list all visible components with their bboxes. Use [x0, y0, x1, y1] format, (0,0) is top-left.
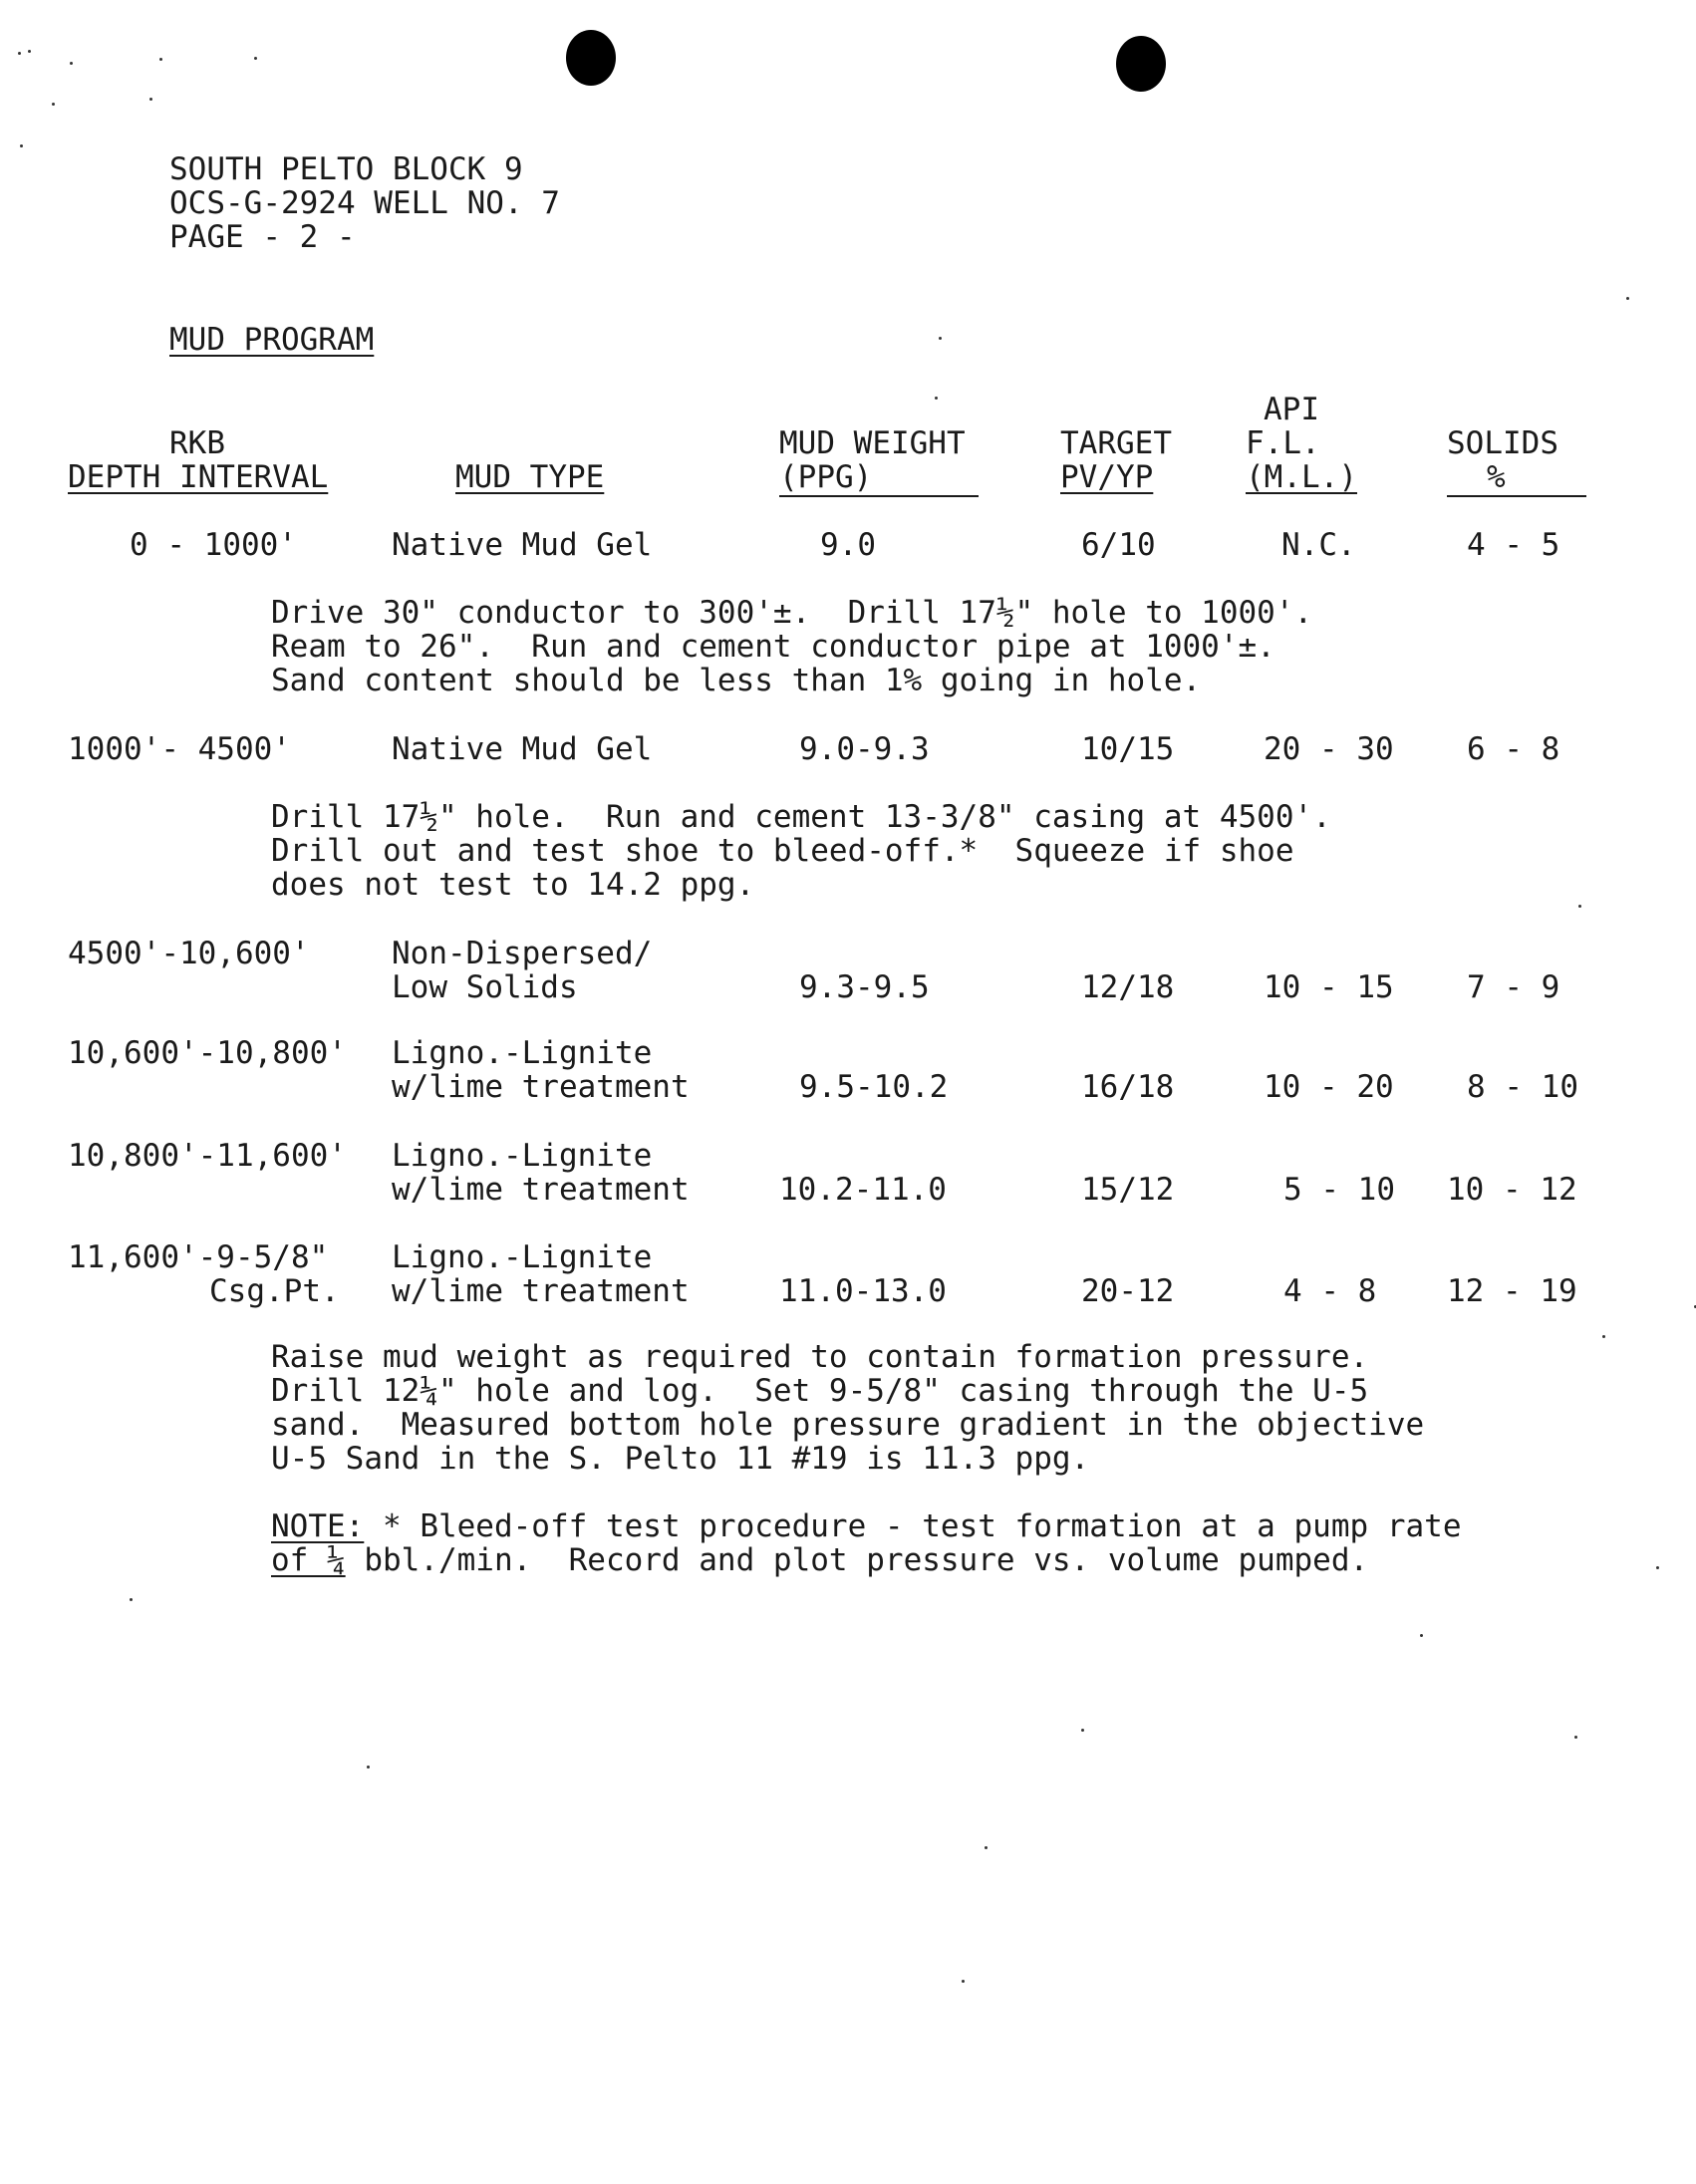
scan-speck [1420, 1634, 1423, 1637]
section-title: MUD PROGRAM [169, 322, 375, 358]
row-4-solids: 8 - 10 [1467, 1069, 1578, 1105]
row-1-type: Native Mud Gel [392, 527, 653, 563]
row-4-weight: 9.5-10.2 [799, 1069, 949, 1105]
row-1-target: 6/10 [1081, 527, 1156, 563]
footnote-line-2 [271, 1543, 1368, 1577]
row-1-api: N.C. [1281, 527, 1356, 563]
note-1-line-2: Ream to 26". Run and cement conductor pipe at 1000'±. [271, 629, 1275, 665]
note-2-line-1: Drill 17½" hole. Run and cement 13-3/8" casing at 4500'. [271, 799, 1331, 835]
row-3-api: 10 - 15 [1264, 969, 1394, 1005]
footnote-text-2b: bbl./min. Record and plot pressure vs. volume pumped. [345, 1542, 1369, 1578]
row-6-target: 20-12 [1081, 1273, 1175, 1309]
scan-speck [254, 57, 257, 60]
col-solids-bottom: % [1487, 459, 1506, 495]
note-3-line-1: Raise mud weight as required to contain formation pressure. [271, 1339, 1369, 1375]
footnote-text-1: * Bleed-off test procedure - test formation at a pump rate [364, 1508, 1462, 1544]
row-5-type-2: w/lime treatment [392, 1172, 690, 1208]
scan-speck [935, 397, 938, 400]
row-5-solids: 10 - 12 [1447, 1172, 1577, 1208]
scan-speck [1578, 905, 1581, 908]
scan-speck [1626, 297, 1629, 300]
row-3-solids: 7 - 9 [1467, 969, 1560, 1005]
row-4-depth: 10,600'-10,800' [68, 1035, 347, 1071]
footnote-line-1 [271, 1509, 1461, 1543]
row-2-target: 10/15 [1081, 731, 1175, 767]
row-4-target: 16/18 [1081, 1069, 1175, 1105]
row-6-depth-2: Csg.Pt. [209, 1273, 340, 1309]
footnote-text-2a: of ¼ [271, 1542, 346, 1578]
scan-speck [70, 62, 73, 65]
row-4-type-1: Ligno.-Lignite [392, 1035, 653, 1071]
col-solids-top: SOLIDS [1447, 425, 1558, 461]
row-3-weight: 9.3-9.5 [799, 969, 930, 1005]
col-target-top: TARGET [1060, 425, 1172, 461]
scan-speck [939, 337, 942, 340]
scan-speck [52, 103, 55, 106]
scan-speck [149, 98, 152, 101]
row-2-depth: 1000'- 4500' [68, 731, 291, 767]
scan-speck [20, 144, 23, 147]
scan-speck [1574, 1736, 1577, 1739]
note-3-line-4: U-5 Sand in the S. Pelto 11 #19 is 11.3 ppg. [271, 1441, 1090, 1477]
col-weight-top: MUD WEIGHT [779, 425, 966, 461]
scan-speck [962, 1980, 965, 1983]
row-1-depth: 0 - 1000' [130, 527, 297, 563]
row-5-depth: 10,800'-11,600' [68, 1138, 347, 1174]
row-1-weight: 9.0 [820, 527, 876, 563]
row-3-type-1: Non-Dispersed/ [392, 936, 653, 971]
note-label: NOTE: [271, 1508, 365, 1544]
header-line-2: OCS-G-2924 WELL NO. 7 [169, 185, 560, 221]
row-6-depth: 11,600'-9-5/8" [68, 1239, 329, 1275]
scan-speck [28, 50, 31, 53]
header-line-1: SOUTH PELTO BLOCK 9 [169, 151, 523, 187]
scan-speck [1602, 1335, 1605, 1338]
row-5-type-1: Ligno.-Lignite [392, 1138, 653, 1174]
col-api-top: API [1264, 392, 1319, 427]
row-4-type-2: w/lime treatment [392, 1069, 690, 1105]
col-depth-top: RKB [169, 425, 225, 461]
row-2-api: 20 - 30 [1264, 731, 1394, 767]
col-weight-underline [779, 495, 979, 497]
col-target-bottom: PV/YP [1060, 459, 1154, 495]
row-5-target: 15/12 [1081, 1172, 1175, 1208]
row-3-target: 12/18 [1081, 969, 1175, 1005]
row-4-api: 10 - 20 [1264, 1069, 1394, 1105]
col-weight-bottom: (PPG) [779, 459, 873, 495]
note-3-line-2: Drill 12¼" hole and log. Set 9-5/8" casing through the U-5 [271, 1373, 1369, 1409]
row-6-type-2: w/lime treatment [392, 1273, 690, 1309]
scan-speck [367, 1766, 370, 1769]
row-6-type-1: Ligno.-Lignite [392, 1239, 653, 1275]
row-6-weight: 11.0-13.0 [779, 1273, 947, 1309]
header-line-3: PAGE - 2 - [169, 219, 356, 255]
row-2-solids: 6 - 8 [1467, 731, 1560, 767]
scan-speck [130, 1598, 133, 1601]
note-1-line-3: Sand content should be less than 1% going in hole. [271, 663, 1202, 698]
scan-speck [1081, 1729, 1084, 1732]
row-3-type-2: Low Solids [392, 969, 578, 1005]
row-3-depth: 4500'-10,600' [68, 936, 310, 971]
row-6-solids: 12 - 19 [1447, 1273, 1577, 1309]
scan-speck [18, 52, 21, 55]
scan-speck [1656, 1566, 1659, 1569]
col-api-mid: F.L. [1246, 425, 1320, 461]
row-6-api: 4 - 8 [1283, 1273, 1377, 1309]
scan-speck [159, 58, 162, 61]
row-5-weight: 10.2-11.0 [779, 1172, 947, 1208]
scan-speck [985, 1846, 988, 1849]
note-1-line-1: Drive 30" conductor to 300'±. Drill 17½" hole to 1000'. [271, 595, 1313, 631]
note-3-line-3: sand. Measured bottom hole pressure gradient in the objective [271, 1407, 1425, 1443]
col-solids-underline [1447, 495, 1586, 497]
col-depth-bottom: DEPTH INTERVAL [68, 459, 329, 495]
row-2-type: Native Mud Gel [392, 731, 653, 767]
note-2-line-3: does not test to 14.2 ppg. [271, 867, 755, 903]
col-api-bottom: (M.L.) [1246, 459, 1357, 495]
row-5-api: 5 - 10 [1283, 1172, 1395, 1208]
col-mudtype-bottom: MUD TYPE [455, 459, 605, 495]
row-2-weight: 9.0-9.3 [799, 731, 930, 767]
row-1-solids: 4 - 5 [1467, 527, 1560, 563]
hole-punch-left [566, 30, 616, 86]
note-2-line-2: Drill out and test shoe to bleed-off.* Squeeze if shoe [271, 833, 1294, 869]
hole-punch-right [1116, 36, 1166, 92]
